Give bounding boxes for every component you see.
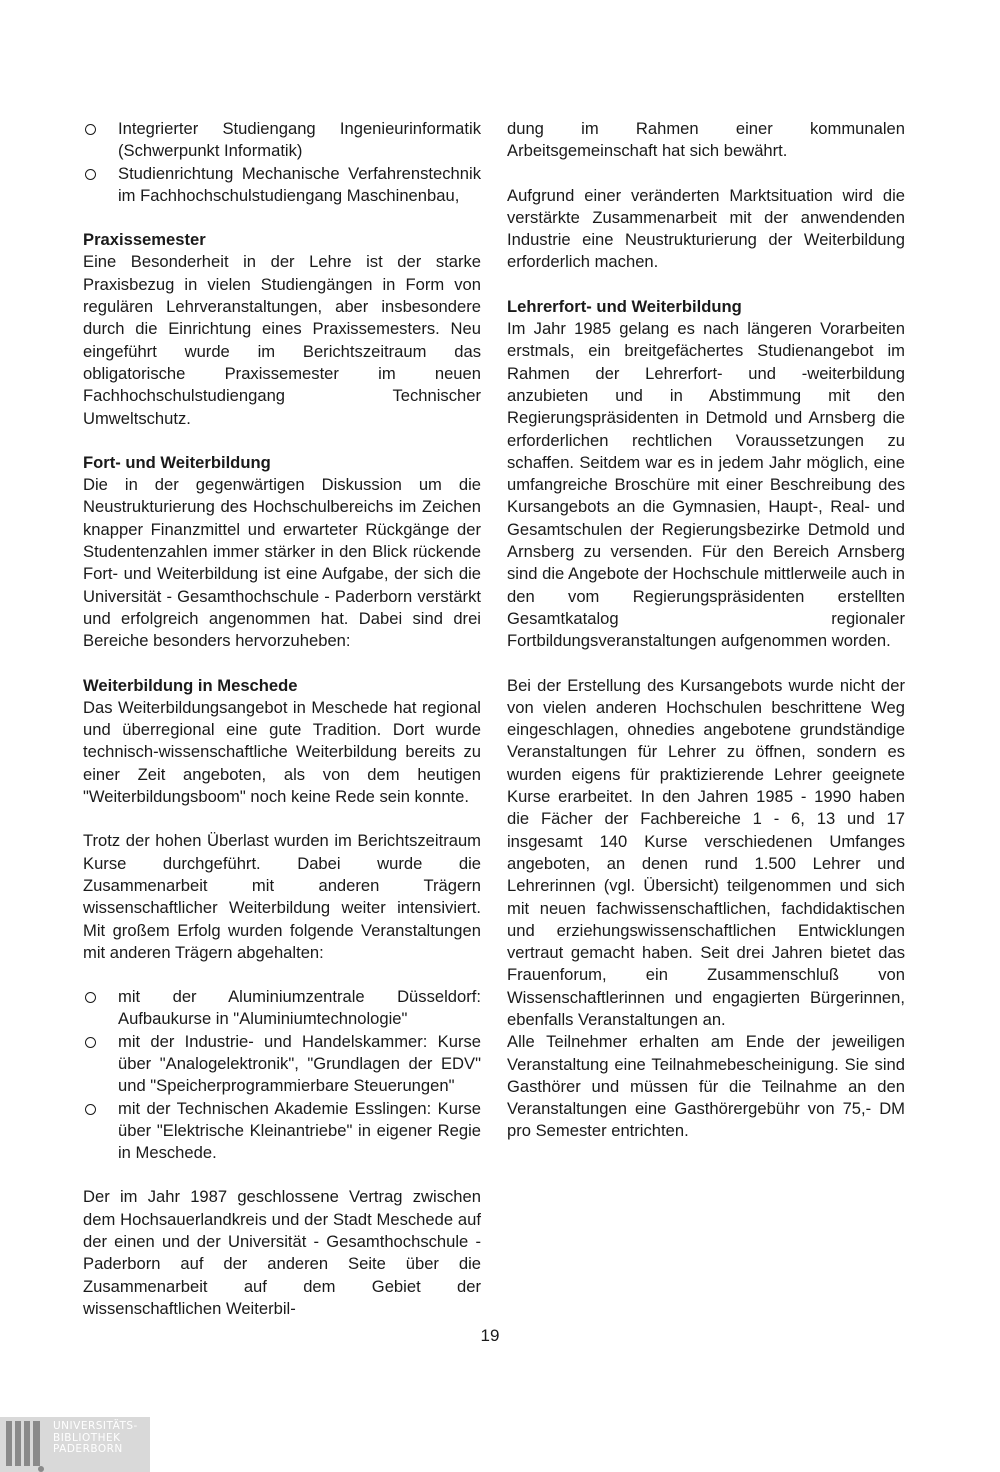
circle-bullet-icon xyxy=(85,124,96,135)
paragraph-continuation: dung im Rahmen einer kommunalen Arbeitsgemeinschaft hat sich bewährt. xyxy=(507,119,905,161)
list-item: Studienrichtung Mechanische Verfahrenstechnik im Fachhochschulstudiengang Maschinenbau, xyxy=(83,163,481,208)
list-item: mit der Aluminiumzentrale Düsseldorf: Aufbaukurse in "Aluminiumtechnologie" xyxy=(83,986,481,1031)
paragraph-meschede-1: Das Weiterbildungsangebot in Meschede hat regional und überregional eine gute Tradition. Dort wurde technisch-wissenschaftliche Weiterbildung bereits zu einer Zeit angeboten, als von dem heutigen "Weiterbildungsboom" noch keine Rede sein konnte. xyxy=(83,697,481,807)
paragraph-lehrer-1: Im Jahr 1985 gelang es nach längeren Vorarbeiten erstmals, ein breitgefächertes Studienangebot im Rahmen der Lehrerfort- und -weiterbildung anzubieten und in Abstimmung mit den Regierungspräsidenten in Detmold und Arnsberg die erforderlichen rechtlichen Voraussetzungen zu schaffen. Seitdem war es in jedem Jahr möglich, eine umfangreiche Broschüre mit einer Beschreibung des Kursangebots an die Gymnasien, Haupt-, Real- und Gesamtschulen der Regierungsbezirke Detmold und Arnsberg zu versenden. Für den Bereich Arnsberg sind die Angebote der Hochschule mittlerweile auch in den vom Regierungspräsidenten erstellten Gesamtkatalog regionaler Fortbildungsveranstaltungen aufgenommen worden. xyxy=(507,319,905,651)
paragraph-fort-weiterbildung: Die in der gegenwärtigen Diskussion um die Neustrukturierung des Hochschulbereichs im Zeichen knapper Finanzmittel und erwarteter Rückgänge der Studentenzahlen immer stärker in den Blick rückende Fort- und Weiterbildung ist eine Aufgabe, der sich die Universität - Gesamthochschule - Paderborn verstärkt und erfolgreich angenommen hat. Dabei sind drei Bereiche besonders hervorzuheben: xyxy=(83,475,481,651)
paragraph-meschede-3: Der im Jahr 1987 geschlossene Vertrag zwischen dem Hochsauerlandkreis und der Stadt Meschede auf der einen und der Universität - Gesamthochschule - Paderborn auf der anderen Seite über die Zusammenarbeit auf dem Gebiet der wissenschaftlichen Weiterbil- xyxy=(83,1187,481,1318)
paragraph-marktsituation: Aufgrund einer veränderten Marktsituation wird die verstärkte Zusammenarbeit mit der anwendenden Industrie eine Neustrukturierung der Weiterbildung erforderlich machen. xyxy=(507,185,905,272)
logo-text: UNIVERSITÄTS- BIBLIOTHEK PADERBORN xyxy=(53,1420,138,1455)
left-column xyxy=(83,118,481,1320)
right-column xyxy=(507,118,905,1143)
heading-lehrerfortbildung: Lehrerfort- und Weiterbildung xyxy=(507,296,742,316)
heading-weiterbildung-meschede: Weiterbildung in Meschede xyxy=(83,675,298,695)
circle-bullet-icon xyxy=(85,169,96,180)
paragraph-lehrer-2: Bei der Erstellung des Kursangebots wurde nicht der von vielen anderen Hochschulen beschrittene Weg eingeschlagen, ohnedies angebotene grundständige Veranstaltungen für Lehrer zu öffnen, sondern es wurden eigens für praktizierende Lehrer geeignete Kurse erarbeitet. In den Jahren 1985 - 1990 haben die Fächer der Fachbereiche 1 - 6, 13 und 17 insgesamt 140 Kurse verschiedenen Umfanges angeboten, an denen rund 1.500 Lehrer und Lehrerinnen (vgl. Übersicht) teilgenommen und sich mit neuen fachwissenschaftlichen, fachdidaktischen und erziehungswissenschaftlichen Entwicklungen vertraut gemacht haben. Seit drei Jahren bietet das Frauenforum, ein Zusammenschluß von Wissenschaftlerinnen und engagierten Bürgerinnen, ebenfalls Veranstaltungen an. xyxy=(507,675,905,1029)
circle-bullet-icon xyxy=(85,1037,96,1048)
heading-fort-weiterbildung: Fort- und Weiterbildung xyxy=(83,452,271,472)
paragraph-meschede-2: Trotz der hohen Überlast wurden im Berichtszeitraum Kurse durchgeführt. Dabei wurde die Zusammenarbeit mit anderen Trägern wissenschaftlicher Weiterbildung weiter intensiviert. Mit großem Erfolg wurden folgende Veranstaltungen mit anderen Trägern abgehalten: xyxy=(83,831,481,962)
paragraph-lehrer-3: Alle Teilnehmer erhalten am Ende der jeweiligen Veranstaltung eine Teilnahmebescheinigung. Sie sind Gasthörer und müssen für die Teilnahme an den Veranstaltungen eine Gasthörergebühr von 75,- DM pro Semester entrichten. xyxy=(507,1032,905,1141)
list-item: mit der Industrie- und Handelskammer: Kurse über "Analogelektronik", "Grundlagen der EDV" und "Speicherprogrammierbare Steuerungen" xyxy=(83,1031,481,1098)
paragraph-praxissemester: Eine Besonderheit in der Lehre ist der starke Praxisbezug in vielen Studiengängen in Form von regulären Lehrveranstaltungen, aber insbesondere durch die Einrichtung eines Praxissemesters. Neu eingeführt wurde im Berichtszeitraum das obligatorische Praxissemester im neuen Fachhochschulstudiengang Technischer Umweltschutz. xyxy=(83,252,481,428)
list-item: mit der Technischen Akademie Esslingen: Kurse über "Elektrische Kleinantriebe" in eigener Regie in Meschede. xyxy=(83,1098,481,1165)
circle-bullet-icon xyxy=(85,992,96,1003)
bullet-list-veranstaltungen xyxy=(83,986,481,1164)
page-number: 19 xyxy=(480,1326,500,1345)
bullet-list-studiengaenge xyxy=(83,118,481,207)
logo-dot-icon xyxy=(38,1466,44,1472)
circle-bullet-icon xyxy=(85,1104,96,1115)
list-item: Integrierter Studiengang Ingenieurinformatik (Schwerpunkt Informatik) xyxy=(83,118,481,163)
heading-praxissemester: Praxissemester xyxy=(83,230,206,250)
library-logo xyxy=(0,1417,150,1472)
